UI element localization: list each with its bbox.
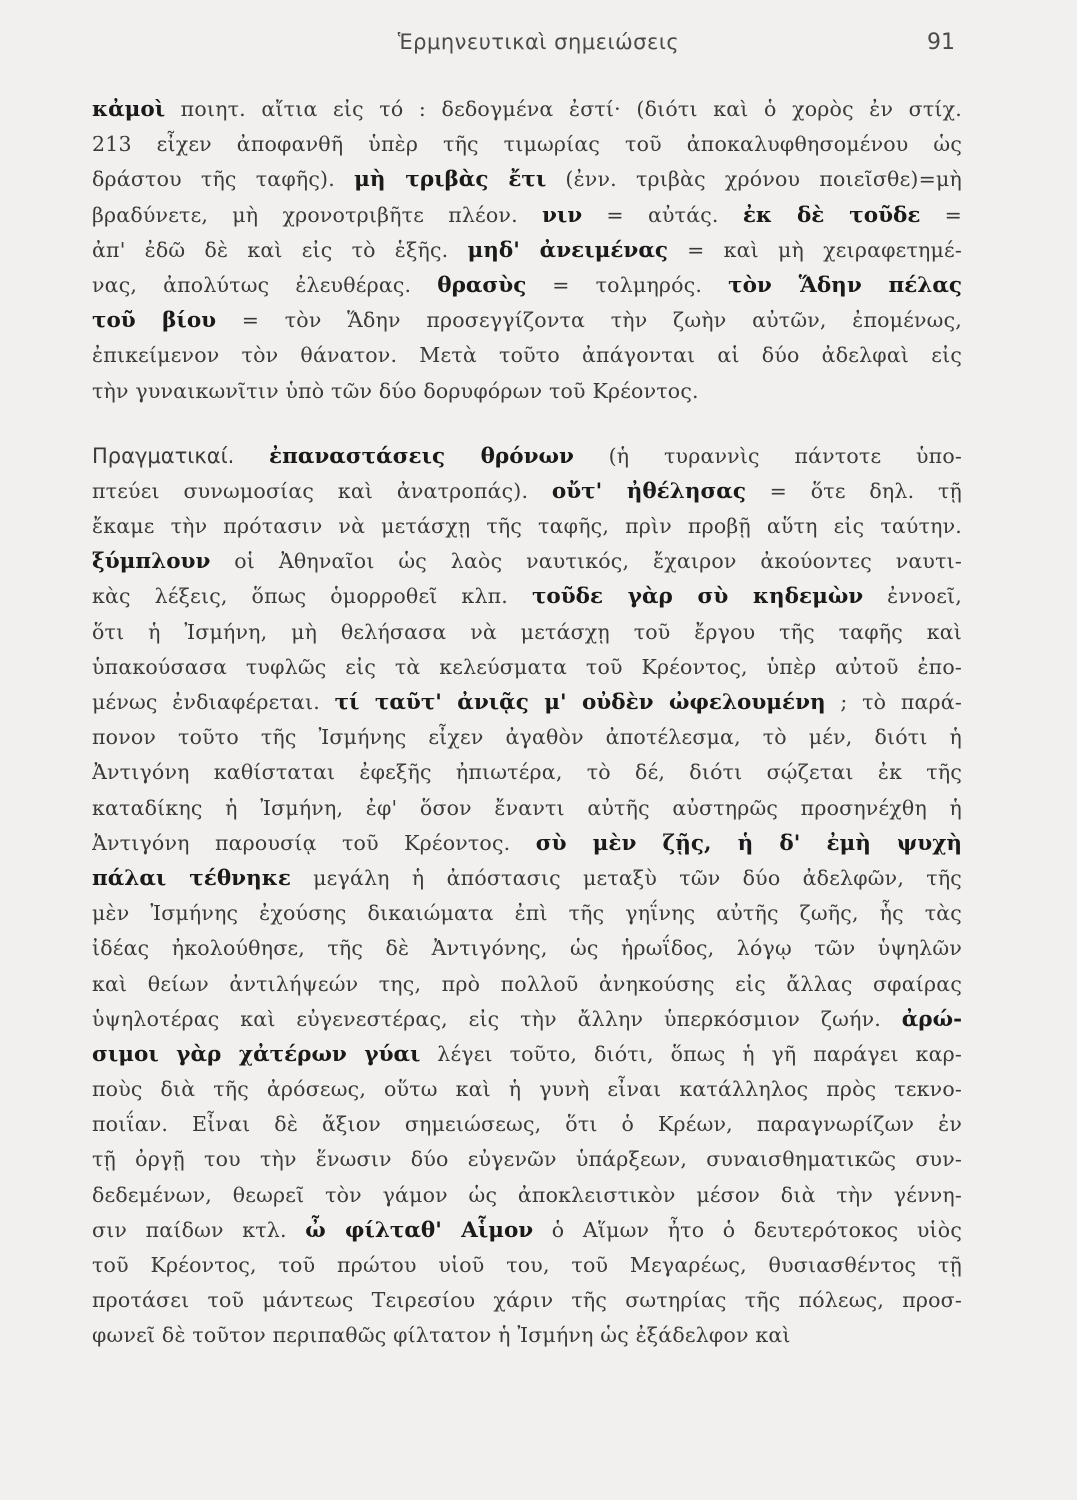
text-line	[92, 791, 962, 826]
commentary-text: ὑπακούσασα τυφλῶς εἰς τὰ κελεύσματα τοῦ Κρέοντος, ὑπὲρ αὐτοῦ ἐπο-	[92, 654, 962, 679]
text-line	[92, 303, 962, 338]
commentary-text: (ἡ τυραννὶς πάντοτε ὑπο-	[573, 443, 962, 468]
lemma-bold: σὺ μὲν ζῇς, ἡ δ' ἐμὴ ψυχὴ	[535, 830, 962, 856]
commentary-text: ὅτι ἡ Ἰσμήνη, μὴ θελήσασα νὰ μετάσχῃ τοῦ ἔργου τῆς ταφῆς καὶ	[92, 619, 962, 644]
commentary-text: καὶ θείων ἀντιλήψεών της, πρὸ πολλοῦ ἀνηκούσης εἰς ἄλλας σφαίρας	[92, 971, 962, 996]
paragraph	[92, 92, 962, 409]
commentary-text: (ἐνν. τριβὰς χρόνου ποιεῖσθε)=μὴ	[546, 167, 962, 192]
lemma-bold: θρασὺς	[437, 272, 527, 298]
lemma-bold: μὴ τριβὰς ἔτι	[354, 167, 547, 193]
text-line	[92, 579, 962, 614]
text-line	[92, 1248, 962, 1283]
text-line	[92, 198, 962, 233]
commentary-text: δεδεμένων, θεωρεῖ τὸν γάμον ὡς ἀποκλειστικὸν μέσον διὰ τὴν γέννη-	[92, 1182, 962, 1207]
commentary-text: ποὺς διὰ τῆς ἀρόσεως, οὕτω καὶ ἡ γυνὴ εἶναι κατάλληλος πρὸς τεκνο-	[92, 1077, 962, 1102]
lemma-bold: τὸν Ἅδην πέλας	[728, 272, 962, 298]
commentary-text: ποιητ. αἴτια εἰς τό : δεδογμένα ἐστί· (διότι καὶ ὁ χορὸς ἐν στίχ.	[165, 97, 962, 121]
text-line	[92, 826, 962, 861]
text-line	[92, 439, 962, 474]
commentary-text: τοῦ Κρέοντος, τοῦ πρώτου υἱοῦ του, τοῦ Μεγαρέως, θυσιασθέντος τῇ	[92, 1253, 962, 1277]
commentary-text: λέγει τοῦτο, διότι, ὅπως ἡ γῆ παράγει καρ-	[420, 1041, 962, 1066]
lemma-bold: τί ταῦτ' ἀνιᾷς μ' οὐδὲν ὠφελουμένη	[334, 690, 826, 715]
text-line	[92, 1002, 962, 1037]
commentary-text: ὑψηλοτέρας καὶ εὐγενεστέρας, εἰς τὴν ἄλλην ὑπερκόσμιον ζωήν.	[92, 1006, 902, 1031]
lemma-bold: σιμοι γὰρ χἀτέρων γύαι	[92, 1041, 421, 1067]
commentary-text: προτάσει τοῦ μάντεως Τειρεσίου χάριν τῆς σωτηρίας τῆς πόλεως, προσ-	[92, 1288, 962, 1313]
text-line	[92, 755, 962, 790]
commentary-text: Ἀντιγόνη παρουσίᾳ τοῦ Κρέοντος.	[92, 830, 536, 855]
commentary-text: = αὐτάς.	[582, 202, 743, 227]
text-line	[92, 268, 962, 303]
commentary-text: πτεύει συνωμοσίας καὶ ἀνατροπάς).	[92, 478, 552, 503]
text-line	[92, 650, 962, 685]
commentary-text: 213 εἶχεν ἀποφανθῆ ὑπὲρ τῆς τιμωρίας τοῦ ἀποκαλυφθησομένου ὡς	[92, 132, 962, 157]
text-line	[92, 1213, 962, 1248]
lemma-bold: πάλαι τέθνηκε	[92, 865, 291, 891]
lemma-bold: ἐκ δὲ τοῦδε	[742, 202, 921, 228]
text-line	[92, 544, 962, 579]
text-line	[92, 861, 962, 896]
lemma-bold: τοῦδε γὰρ σὺ κηδεμὼν	[531, 584, 864, 610]
commentary-text: ἐννοεῖ,	[863, 584, 962, 609]
commentary-text: τῇ ὀργῇ του τὴν ἕνωσιν δύο εὐγενῶν ὑπάρξεων, συναισθηματικῶς συν-	[92, 1147, 962, 1172]
commentary-text: οἱ Ἀθηναῖοι ὡς λαὸς ναυτικός, ἔχαιρον ἀκούοντες ναυτι-	[210, 549, 962, 574]
paragraph	[92, 439, 962, 1354]
commentary-text: μένως ἐνδιαφέρεται.	[92, 690, 335, 714]
commentary-text: βραδύνετε, μὴ χρονοτριβῆτε πλέον.	[92, 202, 542, 227]
lemma-bold: ξύμπλουν	[92, 549, 211, 575]
commentary-text: ποιΐαν. Εἶναι δὲ ἄξιον σημειώσεως, ὅτι ὁ Κρέων, παραγνωρίζων ἐν	[92, 1112, 962, 1137]
text-line	[92, 92, 962, 127]
text-line	[92, 685, 962, 720]
commentary-text: ἀπ' ἐδῶ δὲ καὶ εἰς τὸ ἑξῆς.	[92, 237, 468, 262]
commentary-text: πονον τοῦτο τῆς Ἰσμήνης εἶχεν ἀγαθὸν ἀποτέλεσμα, τὸ μέν, διότι ἡ	[92, 725, 962, 750]
commentary-text: μὲν Ἰσμήνης ἐχούσης δικαιώματα ἐπὶ τῆς γηΐνης αὐτῆς ζωῆς, ἧς τὰς	[92, 901, 962, 926]
lemma-bold: κἀμοὶ	[92, 97, 166, 122]
commentary-text: σιν παίδων κτλ.	[92, 1217, 306, 1242]
text-line	[92, 374, 962, 409]
commentary-text: ὁ Αἵμων ἦτο ὁ δευτερότοκος υἱὸς	[533, 1217, 962, 1242]
text-line	[92, 338, 962, 373]
text-line	[92, 1142, 962, 1177]
text-line	[92, 896, 962, 931]
commentary-text: Ἀντιγόνη καθίσταται ἐφεξῆς ἠπιωτέρα, τὸ δέ, διότι σῴζεται ἐκ τῆς	[92, 760, 962, 785]
commentary-text: κὰς λέξεις, ὅπως ὁμορροθεῖ κλπ.	[92, 584, 532, 609]
commentary-text: ἔκαμε τὴν πρότασιν νὰ μετάσχῃ τῆς ταφῆς, πρὶν προβῇ αὕτη εἰς ταύτην.	[92, 514, 962, 539]
lemma-bold: ὦ φίλταθ' Αἷμον	[305, 1217, 534, 1243]
lemma-bold: νιν	[541, 202, 583, 228]
text-line	[92, 1283, 962, 1318]
text-line	[92, 931, 962, 966]
commentary-text: νας, ἀπολύτως ἐλευθέρας.	[92, 272, 438, 297]
lemma-bold: ἐπαναστάσεις θρόνων	[269, 443, 574, 469]
commentary-text: ἰδέας ἠκολούθησε, τῆς δὲ Ἀντιγόνης, ὡς ἡρωΐδος, λόγῳ τῶν ὑψηλῶν	[92, 936, 962, 961]
text-line	[92, 162, 962, 197]
page-header	[0, 26, 1077, 60]
text-line	[92, 1318, 962, 1353]
commentary-text: μεγάλη ἡ ἀπόστασις μεταξὺ τῶν δύο ἀδελφῶν, τῆς	[290, 865, 962, 890]
text-line	[92, 967, 962, 1002]
commentary-text: δράστου τῆς ταφῆς).	[92, 167, 355, 192]
text-line	[92, 1037, 962, 1072]
lemma-bold: οὔτ' ἠθέλησας	[551, 478, 746, 504]
lemma-bold: τοῦ βίου	[92, 308, 217, 334]
commentary-text: ἐπικείμενον τὸν θάνατον. Μετὰ τοῦτο ἀπάγονται αἱ δύο ἀδελφαὶ εἰς	[92, 343, 962, 368]
commentary-text: = ὅτε δηλ. τῇ	[745, 478, 962, 503]
text-line	[92, 233, 962, 268]
lemma-bold: ἀρώ-	[901, 1006, 962, 1032]
running-title: Ἑρμηνευτικαὶ σημειώσεις	[397, 30, 680, 54]
text-line	[92, 1107, 962, 1142]
text-line	[92, 127, 962, 162]
page-number: 91	[927, 30, 955, 55]
commentary-text: = τολμηρός.	[526, 272, 729, 297]
text-line	[92, 720, 962, 755]
section-label: Πραγματικαί.	[92, 443, 270, 468]
commentary-text: = τὸν Ἅδην προσεγγίζοντα τὴν ζωὴν αὐτῶν, ἐπομένως,	[216, 308, 962, 333]
commentary-text: φωνεῖ δὲ τοῦτον περιπαθῶς φίλτατον ἡ Ἰσμήνη ὡς ἐξάδελφον καὶ	[92, 1323, 791, 1348]
commentary-text: καταδίκης ἡ Ἰσμήνη, ἐφ' ὅσον ἔναντι αὐτῆς αὐστηρῶς προσηνέχθη ἡ	[92, 795, 962, 820]
commentary-text: ; τὸ παρά-	[825, 690, 962, 714]
text-line	[92, 474, 962, 509]
text-line	[92, 509, 962, 544]
body-text	[92, 92, 962, 1354]
text-line	[92, 615, 962, 650]
commentary-text: τὴν γυναικωνῖτιν ὑπὸ τῶν δύο δορυφόρων τοῦ Κρέοντος.	[92, 378, 699, 403]
lemma-bold: μηδ' ἀνειμένας	[467, 237, 668, 263]
text-line	[92, 1178, 962, 1213]
text-line	[92, 1072, 962, 1107]
commentary-text: = καὶ μὴ χειραφετημέ-	[667, 237, 962, 262]
commentary-text: =	[920, 202, 962, 227]
